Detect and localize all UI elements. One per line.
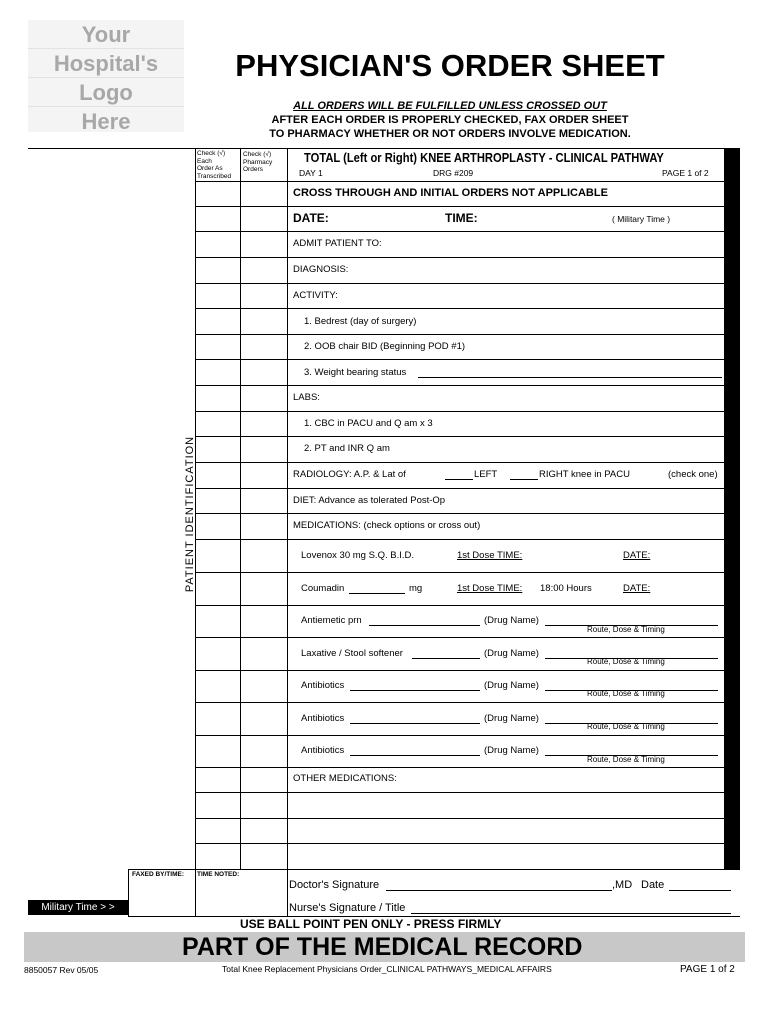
labs-item: 1. CBC in PACU and Q am x 3 xyxy=(304,418,433,429)
cross-through-instruction: CROSS THROUGH AND INITIAL ORDERS NOT APPLICABLE xyxy=(293,187,608,199)
signature-date-line[interactable] xyxy=(669,890,731,891)
route-label: Route, Dose & Timing xyxy=(587,657,665,666)
md-label: ,MD xyxy=(612,879,633,891)
activity-label: ACTIVITY: xyxy=(293,290,338,301)
faxed-by-label: FAXED BY/TIME: xyxy=(132,871,185,878)
drug-name-label: (Drug Name) xyxy=(484,745,539,756)
antibiotics-order: Antibiotics xyxy=(301,713,345,724)
hospital-logo-placeholder xyxy=(28,20,184,132)
pen-instruction: USE BALL POINT PEN ONLY - PRESS FIRMLY xyxy=(240,917,502,931)
doctor-signature-label: Doctor's Signature xyxy=(289,879,380,891)
military-time-note: ( Military Time ) xyxy=(612,214,671,224)
nurse-signature-label: Nurse's Signature / Title xyxy=(289,902,406,914)
medical-record-banner xyxy=(24,932,745,962)
logo-line: Hospital's xyxy=(53,51,159,76)
page-title: PHYSICIAN'S ORDER SHEET xyxy=(235,48,665,83)
diet-label: DIET: Advance as tolerated Post-Op xyxy=(293,495,446,506)
antibiotics-order: Antibiotics xyxy=(301,745,345,756)
activity-item: 1. Bedrest (day of surgery) xyxy=(304,316,417,327)
radiology-check-note: (check one) xyxy=(668,469,718,480)
activity-item: 2. OOB chair BID (Beginning POD #1) xyxy=(304,341,466,352)
other-medications-label: OTHER MEDICATIONS: xyxy=(293,773,397,784)
route-label: Route, Dose & Timing xyxy=(587,722,665,731)
transcribed-column-header: Check (√) Each Order As Transcribed xyxy=(197,150,232,180)
lovenox-order: Lovenox 30 mg S.Q. B.I.D. xyxy=(301,550,414,561)
patient-identification-label: PATIENT IDENTIFICATION xyxy=(184,435,196,593)
nurse-signature-line[interactable] xyxy=(411,913,731,914)
notice-line: ALL ORDERS WILL BE FULFILLED UNLESS CROSSED OUT xyxy=(293,100,607,112)
time-noted-label: TIME NOTED: xyxy=(197,871,240,878)
first-dose-time-label: 1st Dose TIME: xyxy=(457,583,523,594)
labs-label: LABS: xyxy=(293,392,320,403)
logo-line: Here xyxy=(81,109,131,134)
form-description: Total Knee Replacement Physicians Order_CLINICAL PATHWAYS_MEDICAL AFFAIRS xyxy=(222,964,552,974)
notice-line: TO PHARMACY WHETHER OR NOT ORDERS INVOLVE MEDICATION. xyxy=(269,128,631,140)
first-dose-time-label: 1st Dose TIME: xyxy=(457,550,523,561)
logo-line: Logo xyxy=(79,80,133,105)
route-label: Route, Dose & Timing xyxy=(587,689,665,698)
antibiotics-order: Antibiotics xyxy=(301,680,345,691)
drug-name-label: (Drug Name) xyxy=(484,713,539,724)
form-top-border xyxy=(28,148,740,149)
admit-patient-label: ADMIT PATIENT TO: xyxy=(293,238,382,249)
footer-page-number: PAGE 1 of 2 xyxy=(680,964,735,975)
pathway-title: TOTAL (Left or Right) KNEE ARTHROPLASTY - CLINICAL PATHWAY xyxy=(304,150,664,165)
date-field-label: DATE: xyxy=(623,583,651,594)
medications-label: MEDICATIONS: (check options or cross out) xyxy=(293,520,481,531)
route-label: Route, Dose & Timing xyxy=(587,755,665,764)
date-label: DATE: xyxy=(293,211,329,225)
radiology-label: RADIOLOGY: A.P. & Lat of xyxy=(293,469,406,480)
antiemetic-order: Antiemetic prn xyxy=(301,615,362,626)
pathway-day: DAY 1 xyxy=(299,168,323,178)
diagnosis-label: DIAGNOSIS: xyxy=(293,264,349,275)
column-divider xyxy=(287,148,288,916)
radiology-right: RIGHT knee in PACU xyxy=(539,469,630,480)
laxative-order: Laxative / Stool softener xyxy=(301,648,403,659)
coumadin-order: Coumadin xyxy=(301,583,345,594)
activity-item: 3. Weight bearing status xyxy=(304,367,407,378)
signature-date-label: Date xyxy=(641,879,665,891)
route-label: Route, Dose & Timing xyxy=(587,625,665,634)
coumadin-hours: 18:00 Hours xyxy=(540,583,592,594)
drug-name-label: (Drug Name) xyxy=(484,680,539,691)
form-right-bar xyxy=(724,148,740,870)
form-id: 8850057 Rev 05/05 xyxy=(24,965,99,975)
medical-record-text: PART OF THE MEDICAL RECORD xyxy=(182,933,583,961)
drug-name-label: (Drug Name) xyxy=(484,648,539,659)
notice-line: AFTER EACH ORDER IS PROPERLY CHECKED, FAX ORDER SHEET xyxy=(271,114,629,126)
radiology-left: LEFT xyxy=(474,469,498,480)
logo-line: Your xyxy=(81,22,131,47)
pathway-page: PAGE 1 of 2 xyxy=(662,168,709,178)
military-time-button[interactable]: Military Time > > xyxy=(28,900,128,915)
doctor-signature-line[interactable] xyxy=(386,890,612,891)
time-label: TIME: xyxy=(445,211,478,225)
pharmacy-column-header: Check (√) Pharmacy Orders xyxy=(243,151,273,173)
pathway-drg: DRG #209 xyxy=(433,168,474,178)
date-field-label: DATE: xyxy=(623,550,651,561)
labs-item: 2. PT and INR Q am xyxy=(304,443,390,454)
drug-name-label: (Drug Name) xyxy=(484,615,539,626)
coumadin-mg: mg xyxy=(409,583,423,594)
